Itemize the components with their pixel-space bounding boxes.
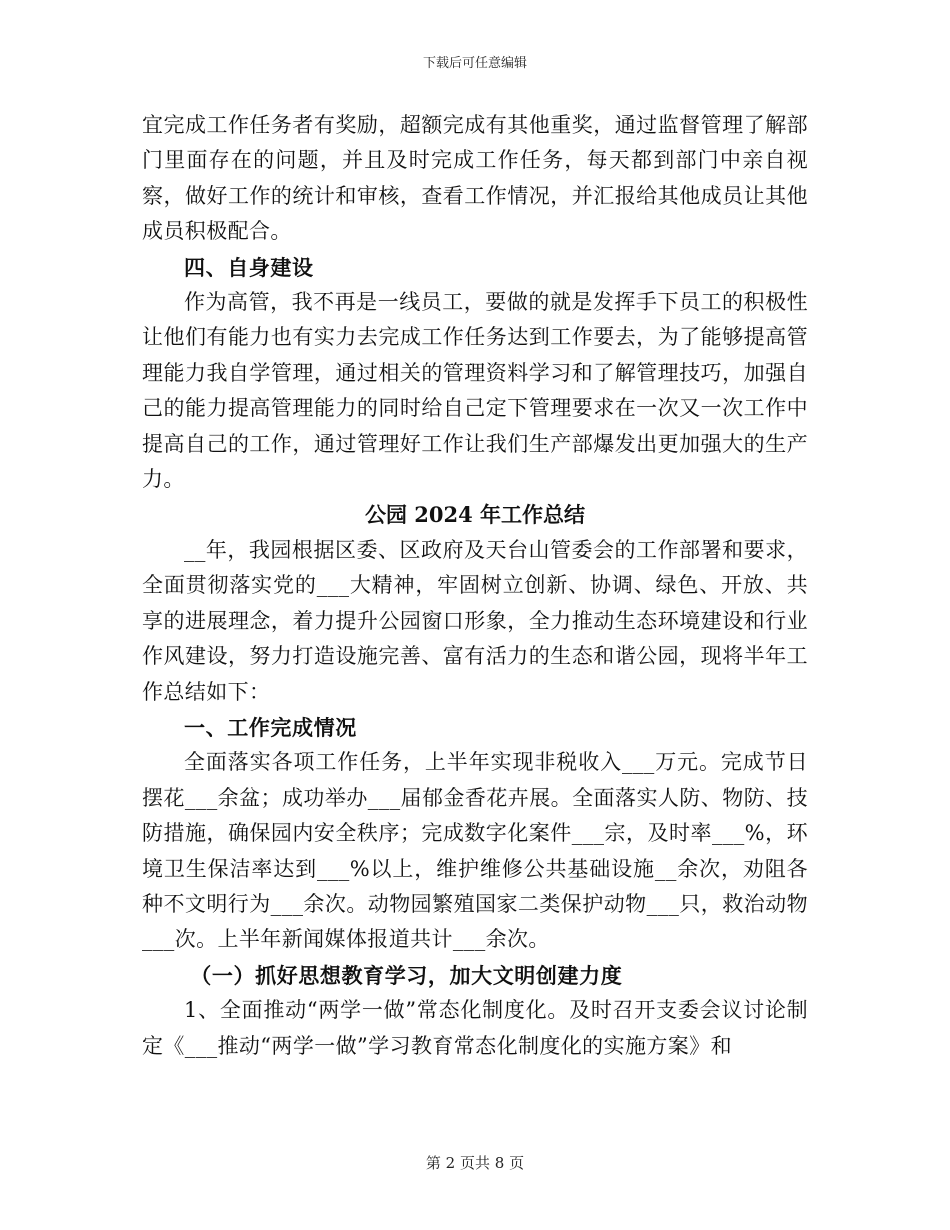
paragraph-intro: __年，我园根据区委、区政府及天台山管委会的工作部署和要求，全面贯彻落实党的___大精神，牢固树立创新、协调、绿色、开放、共享的进展理念，着力提升公园窗口形象，全力推动生态环境建设和行业作风建设，努力打造设施完善、富有活力的生态和谐公园，现将半年工作总结如下： [142, 537, 808, 704]
paragraph-self-building: 作为高管，我不再是一线员工，要做的就是发挥手下员工的积极性让他们有能力也有实力去完成工作任务达到工作要去，为了能够提高管理能力我自学管理，通过相关的管理资料学习和了解管理技巧，加强自己的能力提高管理能力的同时给自己定下管理要求在一次又一次工作中提高自己的工作，通过管理好工作让我们生产部爆发出更加强大的生产力。 [142, 290, 808, 492]
document-title: 公园 2024 年工作总结 [364, 502, 586, 528]
paragraph-education: 1、全面推动“两学一做”常态化制度化。及时召开支委会议讨论制定《___推动“两学一做”学习教育常态化制度化的实施方案》和 [142, 998, 808, 1058]
page-footer: 第 2 页共 8 页 [425, 1154, 525, 1172]
section-heading-self-building: 四、自身建设 [184, 254, 314, 280]
page-header: 下载后可任意编辑 [422, 56, 527, 71]
document-body [142, 108, 808, 1064]
subsection-heading-education: （一）抓好思想教育学习，加大文明创建力度 [190, 962, 623, 988]
paragraph-continued: 宜完成工作任务者有奖励，超额完成有其他重奖，通过监督管理了解部门里面存在的问题，并且及时完成工作任务，每天都到部门中亲自视察，做好工作的统计和审核，查看工作情况，并汇报给其他成员让其他成员积极配合。 [142, 113, 808, 244]
section-heading-work-completion: 一、工作完成情况 [184, 714, 357, 740]
paragraph-work-completion: 全面落实各项工作任务，上半年实现非税收入___万元。完成节日摆花___余盆；成功举办___届郁金香花卉展。全面落实人防、物防、技防措施，确保园内安全秩序；完成数字化案件___宗，及时率___%，环境卫生保洁率达到___%以上，维护维修公共基础设施__余次，劝阻各种不文明行为___余次。动物园繁殖国家二类保护动物___只，救治动物___次。上半年新闻媒体报道共计___余次。 [142, 750, 808, 952]
